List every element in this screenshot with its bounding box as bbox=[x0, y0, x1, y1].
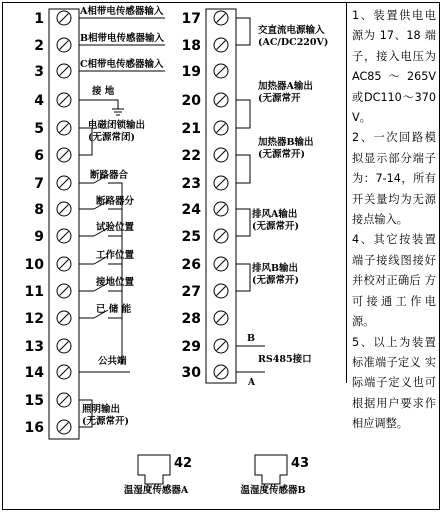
terminal-number-11: 11 bbox=[24, 284, 44, 300]
terminal-16 bbox=[57, 420, 71, 434]
terminal-label-18: (AC/DC220V) bbox=[258, 37, 329, 48]
terminal-number-22: 22 bbox=[181, 148, 201, 164]
terminal-6 bbox=[57, 148, 71, 162]
terminal-27 bbox=[214, 284, 228, 298]
notes-panel bbox=[352, 6, 436, 435]
note-2: 2、一次回路模拟显示部分端子为：7-14，所有开关量均为无源接点输入。 bbox=[352, 131, 436, 227]
terminal-4 bbox=[57, 93, 71, 107]
fan-b-wire bbox=[236, 264, 250, 291]
terminal-label-20: 加热器A输出 bbox=[258, 81, 313, 92]
terminal-28 bbox=[214, 311, 228, 325]
terminal-14 bbox=[57, 365, 71, 379]
terminal-label-14: 公共端 bbox=[98, 356, 127, 367]
terminal-label-12: 已 储 能 bbox=[96, 304, 132, 315]
terminal-number-17: 17 bbox=[181, 11, 201, 27]
terminal-number-30: 30 bbox=[181, 365, 201, 381]
terminal-label-10: 工作位置 bbox=[96, 250, 135, 261]
terminal-number-5: 5 bbox=[34, 121, 44, 137]
terminal-label-3: C相带电传感器输入 bbox=[80, 59, 164, 70]
terminal-label-9: 试验位置 bbox=[96, 222, 135, 233]
terminal-number-19: 19 bbox=[181, 64, 201, 80]
power-wire bbox=[236, 18, 250, 45]
terminal-9 bbox=[57, 229, 71, 243]
terminal-25 bbox=[214, 229, 228, 243]
terminal-11 bbox=[57, 284, 71, 298]
terminal-number-24: 24 bbox=[181, 202, 201, 218]
terminal-20 bbox=[214, 93, 228, 107]
terminal-2 bbox=[57, 38, 71, 52]
terminal-30 bbox=[214, 365, 228, 379]
sensor-number-43: 43 bbox=[291, 456, 310, 471]
terminal-number-6: 6 bbox=[34, 148, 44, 164]
terminal-number-9: 9 bbox=[34, 229, 44, 245]
terminal-22 bbox=[214, 148, 228, 162]
terminal-number-10: 10 bbox=[24, 257, 44, 273]
terminal-number-25: 25 bbox=[181, 229, 201, 245]
terminal-number-18: 18 bbox=[181, 38, 201, 54]
terminal-18 bbox=[214, 38, 228, 52]
heater-b-wire bbox=[236, 155, 250, 183]
terminal-23 bbox=[214, 176, 228, 190]
note-5: 5、以上为装置标准端子定义 实际端子定义也可根据用户要求作相应调整。 bbox=[352, 335, 436, 431]
fan-a-wire bbox=[236, 209, 250, 236]
terminal-label-6: (无源常闭) bbox=[88, 132, 135, 143]
sensor-a-plug bbox=[138, 455, 170, 484]
note-4: 4、其它按装置端子接线图接好并校对正确后 方可接通工作电源。 bbox=[352, 233, 436, 329]
terminal-19 bbox=[214, 64, 228, 78]
ground-wire bbox=[79, 100, 124, 115]
terminal-17 bbox=[214, 11, 228, 25]
terminal-label-22: 加热器B输出 bbox=[258, 137, 314, 148]
terminal-label-23: (无源常开) bbox=[258, 149, 305, 160]
heater-a-wire bbox=[236, 100, 250, 128]
terminal-label-8: 断路器分 bbox=[96, 196, 135, 207]
terminal-label-1: A相带电传感器输入 bbox=[80, 6, 164, 17]
terminal-7 bbox=[57, 176, 71, 190]
terminal-number-8: 8 bbox=[34, 202, 44, 218]
terminal-1 bbox=[57, 11, 71, 25]
terminal-number-2: 2 bbox=[34, 38, 44, 54]
terminal-12 bbox=[57, 311, 71, 325]
terminal-10 bbox=[57, 257, 71, 271]
terminal-8 bbox=[57, 202, 71, 216]
terminal-number-26: 26 bbox=[181, 257, 201, 273]
terminal-number-12: 12 bbox=[24, 311, 44, 327]
terminal-label-16: (无源常开) bbox=[82, 416, 129, 427]
sensor-number-42: 42 bbox=[174, 456, 193, 471]
terminal-label-30: RS485接口 bbox=[258, 354, 312, 365]
terminal-label-2: B相带电传感器输入 bbox=[80, 33, 165, 44]
terminal-number-14: 14 bbox=[24, 365, 44, 381]
terminal-number-23: 23 bbox=[181, 176, 201, 192]
terminal-label-4: 接 地 bbox=[92, 86, 115, 97]
terminal-label-29: B bbox=[247, 333, 256, 344]
terminal-label-27: (无源常开) bbox=[252, 275, 299, 286]
terminal-label-5: 电磁闭锁输出 bbox=[88, 120, 146, 131]
terminal-label-25: (无源常开) bbox=[252, 221, 299, 232]
sensor-b-plug bbox=[255, 455, 287, 484]
terminal-label-15: 照明输出 bbox=[82, 404, 121, 415]
terminal-number-21: 21 bbox=[181, 121, 201, 137]
terminal-26 bbox=[214, 257, 228, 271]
terminal-number-7: 7 bbox=[34, 176, 44, 192]
sensor-label-42: 温湿度传感器A bbox=[123, 485, 189, 496]
terminal-3 bbox=[57, 64, 71, 78]
terminal-21 bbox=[214, 121, 228, 135]
terminal-label-21: (无源常开 bbox=[258, 93, 301, 104]
terminal-label-17: 交直流电源输入 bbox=[258, 25, 325, 36]
terminal-label-7: 断路器合 bbox=[90, 170, 129, 181]
terminal-label-26: 排风B输出 bbox=[252, 263, 299, 274]
terminal-24 bbox=[214, 202, 228, 216]
terminal-number-4: 4 bbox=[34, 93, 44, 109]
terminal-5 bbox=[57, 121, 71, 135]
terminal-number-1: 1 bbox=[34, 11, 44, 27]
terminal-number-13: 13 bbox=[24, 339, 44, 355]
terminal-number-20: 20 bbox=[181, 93, 201, 109]
terminal-number-3: 3 bbox=[34, 64, 44, 80]
note-1: 1、装置供电电源为 17、18 端子，接入电压为AC85～265V 或DC110～370V。 bbox=[352, 9, 436, 125]
sensor-label-43: 温湿度传感器B bbox=[240, 485, 306, 496]
terminal-label-24: 排风A输出 bbox=[252, 209, 298, 220]
rs485-a-mark: A bbox=[248, 378, 255, 388]
terminal-number-29: 29 bbox=[181, 339, 201, 355]
terminal-13 bbox=[57, 339, 71, 353]
terminal-number-15: 15 bbox=[24, 393, 44, 409]
terminal-label-11: 接地位置 bbox=[96, 277, 135, 288]
terminal-15 bbox=[57, 393, 71, 407]
terminal-number-28: 28 bbox=[181, 311, 201, 327]
terminal-29 bbox=[214, 339, 228, 353]
terminal-number-27: 27 bbox=[181, 284, 201, 300]
terminal-number-16: 16 bbox=[24, 420, 44, 436]
